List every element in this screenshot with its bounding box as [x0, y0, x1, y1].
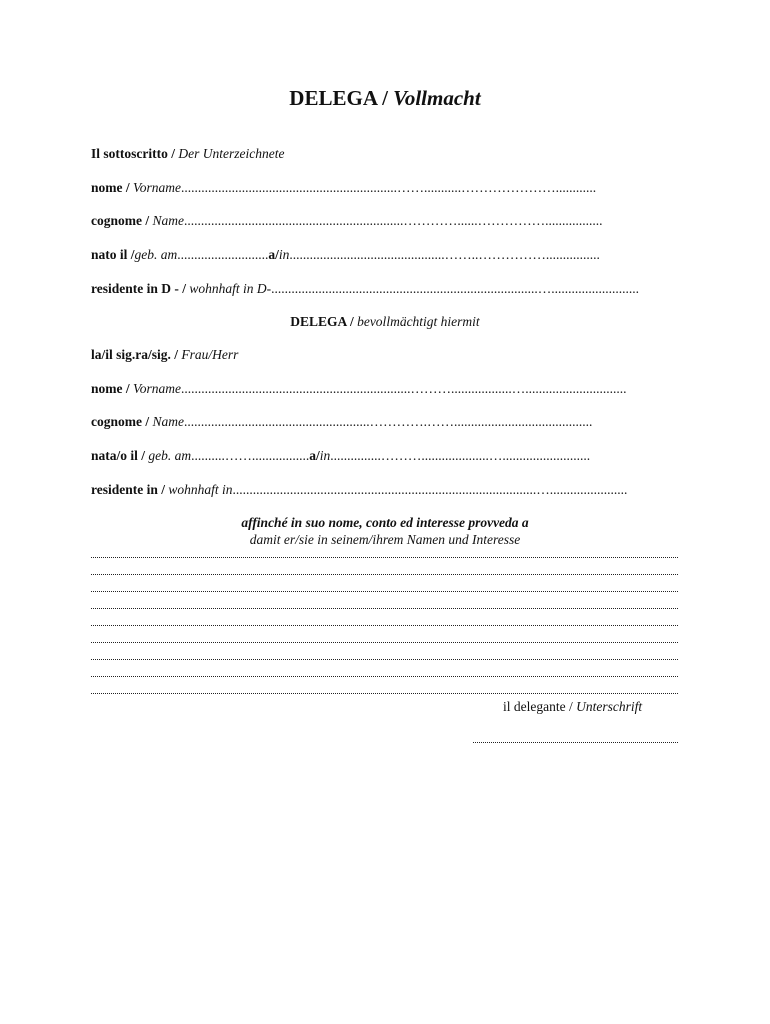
delegate-nome-field[interactable]: [91, 381, 678, 397]
field-dots: ....................................................................………..................…..............................: [181, 381, 627, 396]
field-label-de: Frau/Herr: [181, 347, 239, 362]
delega-heading: [0, 314, 770, 330]
field-label: cognome /: [91, 213, 153, 228]
field-dots: ..............................................……..……………................: [289, 247, 600, 262]
delegator-nome-field[interactable]: [91, 180, 678, 196]
delegator-cognome-field[interactable]: [91, 213, 678, 229]
field-label-place: a/: [309, 448, 320, 463]
field-label-de: Vorname: [133, 381, 181, 396]
title-italic: Vollmacht: [393, 86, 481, 110]
document-title: [0, 86, 770, 111]
purpose-line-3[interactable]: [91, 587, 678, 592]
field-dots: ..........................................................................................….......................: [232, 482, 628, 497]
delegator-residence-field[interactable]: [91, 281, 678, 297]
field-label-de: Name: [152, 414, 184, 429]
field-dots: .......................................................………….…….........................................: [184, 414, 593, 429]
field-label-de: geb. am: [148, 448, 192, 463]
field-dots: ...............................................................................…..........................: [271, 281, 640, 296]
delegate-residence-field[interactable]: [91, 482, 678, 498]
field-label: residente in /: [91, 482, 169, 497]
field-label: nato il /: [91, 247, 135, 262]
field-label-de: Name: [152, 213, 184, 228]
field-dots: ..........…….................: [191, 448, 310, 463]
field-dots: ...............………....................…..........................: [330, 448, 591, 463]
delegator-birth-field[interactable]: [91, 247, 678, 263]
purpose-line-1[interactable]: [91, 553, 678, 558]
field-label-de: wohnhaft in: [168, 482, 233, 497]
signature-label-de: Unterschrift: [576, 699, 643, 714]
undersigned-label-de: Der Unterzeichnete: [178, 146, 285, 161]
signature-line[interactable]: [473, 738, 678, 743]
purpose-text-de: [0, 532, 770, 548]
undersigned-label: Il sottoscritto /: [91, 146, 179, 161]
signature-label: [503, 699, 642, 715]
field-label: residente in D - /: [91, 281, 190, 296]
purpose-line-9[interactable]: [91, 689, 678, 694]
field-label-de: geb. am: [134, 247, 178, 262]
delega-label: DELEGA /: [290, 314, 358, 329]
field-label: nome /: [91, 180, 133, 195]
title-main: DELEGA /: [289, 86, 394, 110]
field-dots: ...........................: [177, 247, 269, 262]
field-label-place: a/: [268, 247, 279, 262]
field-label-de: wohnhaft in D-: [189, 281, 272, 296]
delegate-cognome-field[interactable]: [91, 414, 678, 430]
delegate-sig-line: [91, 347, 678, 363]
field-label: nata/o il /: [91, 448, 149, 463]
purpose-text-it: [0, 515, 770, 531]
purpose-line-6[interactable]: [91, 638, 678, 643]
delega-label-de: bevollmächtigt hiermit: [357, 314, 480, 329]
purpose-line-5[interactable]: [91, 621, 678, 626]
field-label: nome /: [91, 381, 133, 396]
field-label-place-de: in: [319, 448, 331, 463]
purpose-it: affinché in suo nome, conto ed interesse provveda a: [241, 515, 529, 530]
undersigned-line: [91, 146, 678, 162]
purpose-line-4[interactable]: [91, 604, 678, 609]
purpose-line-7[interactable]: [91, 655, 678, 660]
purpose-de: damit er/sie in seinem/ihrem Namen und Interesse: [249, 532, 521, 547]
delegate-birth-field[interactable]: [91, 448, 678, 464]
signature-label-it: il delegante /: [503, 699, 577, 714]
field-dots: ................................................................……...........…………………............: [181, 180, 597, 195]
field-label-de: Vorname: [133, 180, 181, 195]
field-label: la/il sig.ra/sig. /: [91, 347, 182, 362]
field-dots: .................................................................…………......…………….................: [184, 213, 603, 228]
field-label: cognome /: [91, 414, 153, 429]
purpose-line-8[interactable]: [91, 672, 678, 677]
field-label-place-de: in: [278, 247, 290, 262]
purpose-line-2[interactable]: [91, 570, 678, 575]
